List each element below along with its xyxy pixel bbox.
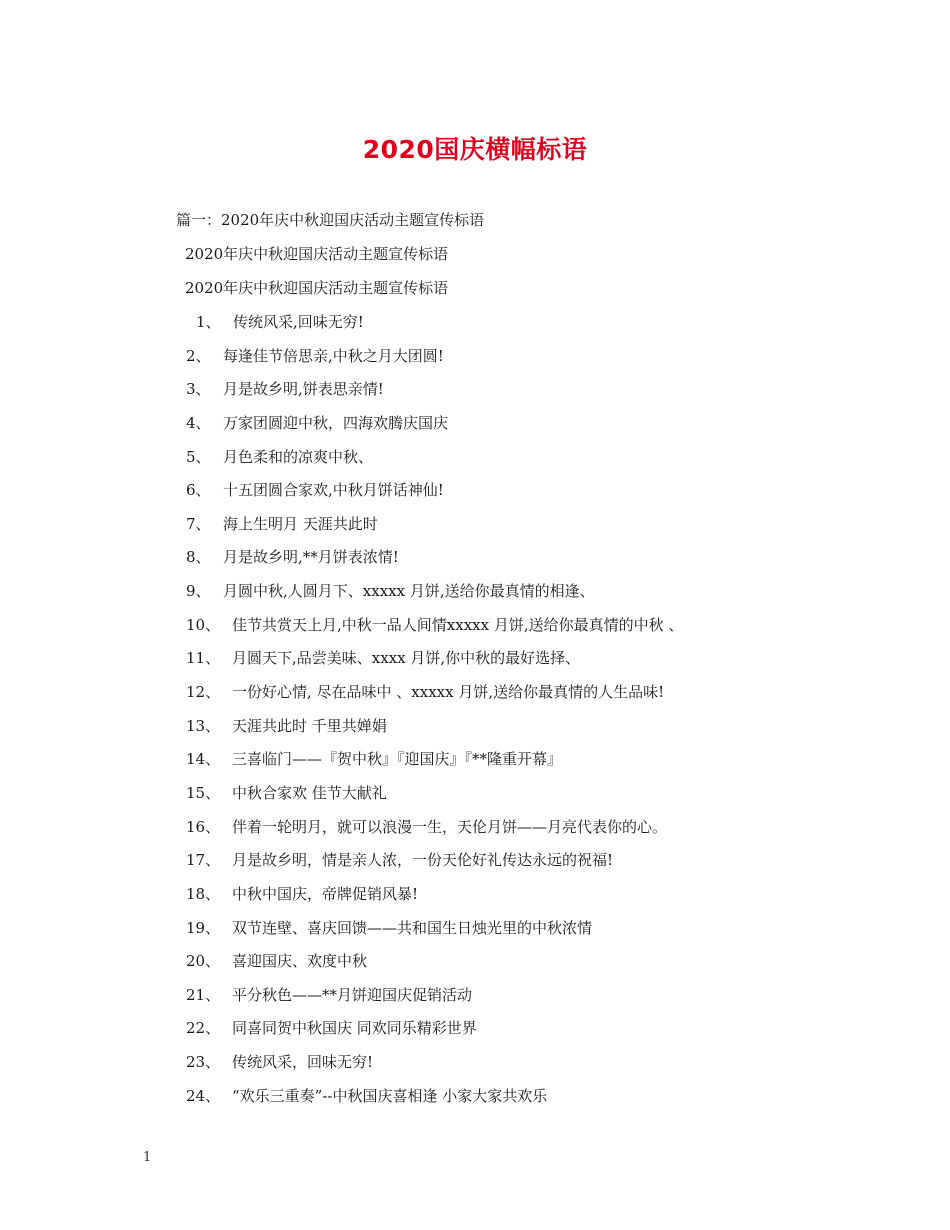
item-number: 12、 bbox=[186, 683, 221, 702]
item-text: 月色柔和的凉爽中秋、 bbox=[223, 447, 374, 466]
item-number: 20、 bbox=[186, 952, 221, 971]
item-text: “欢乐三重奏”--中秋国庆喜相逢 小家大家共欢乐 bbox=[232, 1086, 548, 1105]
item-number: 19、 bbox=[186, 918, 221, 937]
list-item bbox=[0, 714, 950, 748]
item-number: 6、 bbox=[186, 481, 211, 500]
list-item bbox=[0, 747, 950, 781]
item-text: 每逢佳节倍思亲,中秋之月大团圆! bbox=[223, 346, 444, 365]
section-heading: 篇一：2020年庆中秋迎国庆活动主题宣传标语 bbox=[176, 211, 485, 229]
item-text: 同喜同贺中秋国庆 同欢同乐精彩世界 bbox=[232, 1019, 477, 1038]
subtitle-line: 2020年庆中秋迎国庆活动主题宣传标语 bbox=[185, 245, 449, 263]
item-text: 三喜临门——『贺中秋』『迎国庆』『**隆重开幕』 bbox=[232, 750, 563, 769]
item-text: 一份好心情, 尽在品味中 、xxxxx 月饼,送给你最真情的人生品味! bbox=[232, 683, 665, 702]
item-number: 13、 bbox=[186, 716, 221, 735]
item-number: 17、 bbox=[186, 851, 221, 870]
item-number: 18、 bbox=[186, 884, 221, 903]
list-item bbox=[0, 848, 950, 882]
list-item bbox=[0, 646, 950, 680]
list-item bbox=[0, 983, 950, 1017]
item-number: 8、 bbox=[186, 548, 211, 567]
item-text: 佳节共赏天上月,中秋一品人间情xxxxx 月饼,送给你最真情的中秋 、 bbox=[232, 615, 684, 634]
list-item bbox=[0, 781, 950, 815]
item-number: 7、 bbox=[186, 514, 211, 533]
page-number: 1 bbox=[143, 1150, 152, 1165]
list-item bbox=[0, 613, 950, 647]
list-item bbox=[0, 815, 950, 849]
item-text: 万家团圆迎中秋，四海欢腾庆国庆 bbox=[223, 413, 449, 432]
list-item bbox=[0, 411, 950, 445]
subtitle-line: 2020年庆中秋迎国庆活动主题宣传标语 bbox=[185, 279, 449, 297]
list-item bbox=[0, 916, 950, 950]
item-number: 15、 bbox=[186, 783, 221, 802]
item-text: 双节连壁、喜庆回馈——共和国生日烛光里的中秋浓情 bbox=[232, 918, 593, 937]
list-item bbox=[0, 445, 950, 479]
item-number: 24、 bbox=[186, 1086, 221, 1105]
document-title: 2020国庆横幅标语 bbox=[362, 135, 588, 164]
item-text: 月是故乡明,饼表思亲情! bbox=[223, 380, 384, 399]
item-text: 伴着一轮明月，就可以浪漫一生，天伦月饼——月亮代表你的心。 bbox=[232, 817, 668, 836]
list-item bbox=[0, 310, 950, 344]
list-item bbox=[0, 344, 950, 378]
item-text: 平分秋色——**月饼迎国庆促销活动 bbox=[232, 985, 473, 1004]
item-text: 中秋合家欢 佳节大献礼 bbox=[232, 783, 387, 802]
item-text: 传统风采，回味无穷! bbox=[232, 1053, 374, 1072]
item-number: 22、 bbox=[186, 1019, 221, 1038]
item-number: 5、 bbox=[186, 447, 211, 466]
item-number: 9、 bbox=[186, 582, 211, 601]
list-item bbox=[0, 545, 950, 579]
item-number: 14、 bbox=[186, 750, 221, 769]
item-text: 天涯共此时 千里共婵娟 bbox=[232, 716, 387, 735]
item-text: 喜迎国庆、欢度中秋 bbox=[232, 952, 368, 971]
list-item bbox=[0, 377, 950, 411]
list-item bbox=[0, 949, 950, 983]
list-item bbox=[0, 882, 950, 916]
item-number: 1、 bbox=[196, 313, 221, 331]
item-text: 传统风采,回味无穷! bbox=[233, 313, 364, 331]
item-text: 月圆中秋,人圆月下、xxxxx 月饼,送给你最真情的相逢、 bbox=[223, 582, 595, 601]
slogan-list bbox=[0, 310, 950, 1117]
list-item bbox=[0, 512, 950, 546]
item-text: 月圆天下,品尝美味、xxxx 月饼,你中秋的最好选择、 bbox=[232, 649, 581, 668]
item-text: 十五团圆合家欢,中秋月饼话神仙! bbox=[223, 481, 444, 500]
item-number: 2、 bbox=[186, 346, 211, 365]
list-item bbox=[0, 1050, 950, 1084]
item-text: 月是故乡明,**月饼表浓情! bbox=[223, 548, 399, 567]
item-text: 海上生明月 天涯共此时 bbox=[223, 514, 378, 533]
list-item bbox=[0, 1016, 950, 1050]
list-item bbox=[0, 478, 950, 512]
item-number: 21、 bbox=[186, 985, 221, 1004]
item-number: 10、 bbox=[186, 615, 221, 634]
item-number: 11、 bbox=[186, 649, 221, 668]
list-item bbox=[0, 1084, 950, 1118]
item-text: 中秋中国庆，帝牌促销风暴! bbox=[232, 884, 419, 903]
item-number: 4、 bbox=[186, 413, 211, 432]
item-number: 16、 bbox=[186, 817, 221, 836]
list-item bbox=[0, 579, 950, 613]
item-number: 23、 bbox=[186, 1053, 221, 1072]
list-item bbox=[0, 680, 950, 714]
item-number: 3、 bbox=[186, 380, 211, 399]
item-text: 月是故乡明，情是亲人浓，一份天伦好礼传达永远的祝福! bbox=[232, 851, 614, 870]
